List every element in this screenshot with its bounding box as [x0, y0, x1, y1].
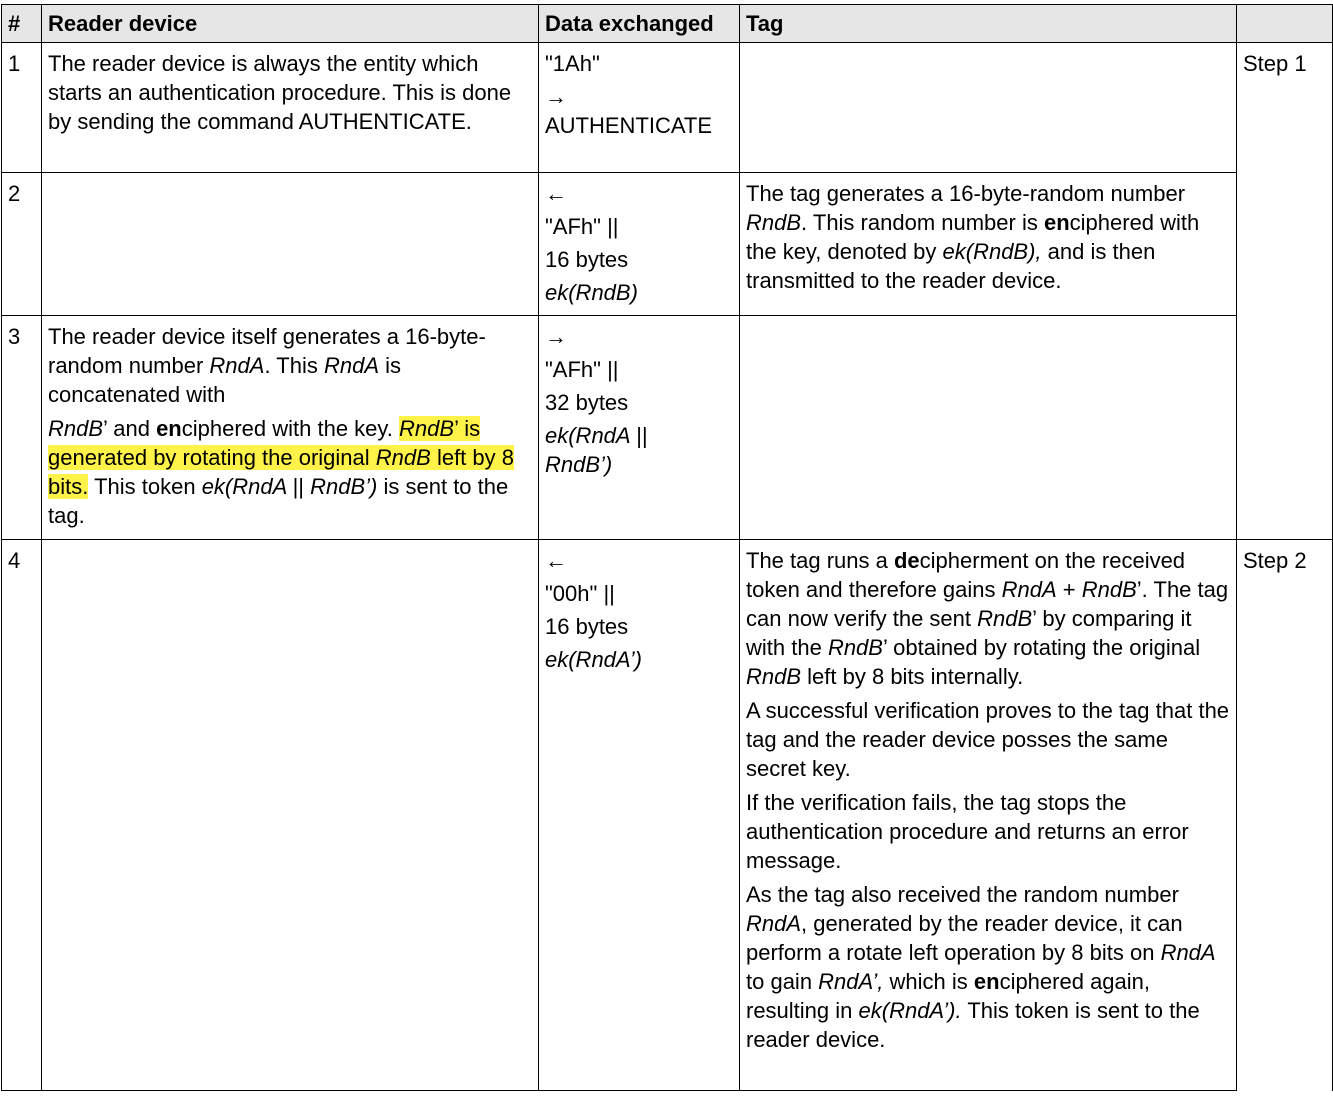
text-run: de: [893, 548, 920, 573]
table-row: [2, 173, 1333, 316]
text-run: is sent to the tag.: [48, 474, 509, 528]
header-tag: Tag: [740, 5, 1237, 43]
data-line: "AFh" ||: [545, 357, 619, 382]
arrow-right-icon: →: [545, 324, 567, 349]
row-number: 4: [2, 540, 42, 1091]
text-run: ek(RndA’).: [858, 998, 962, 1023]
row-number: 2: [2, 173, 42, 316]
data-line: 16 bytes: [545, 247, 629, 272]
text-run: ’ obtained by rotating the original: [882, 635, 1201, 660]
table-row: [2, 43, 1333, 173]
text-run: ciphered with the key.: [181, 416, 400, 441]
row-number: 3: [2, 316, 42, 540]
reader-cell: The reader device is always the entity which starts an authentication procedure. This is done by sending the command AUTHENTICATE.: [42, 43, 539, 173]
text-run: is concatenated with: [48, 353, 402, 407]
reader-cell: [42, 540, 539, 1091]
header-reader-device: Reader device: [42, 5, 539, 43]
data-line: "1Ah": [545, 51, 600, 76]
table-row: [2, 316, 1333, 540]
data-cell: [539, 540, 740, 1091]
text-run: This token is sent to the reader device.: [746, 998, 1200, 1052]
text-run: en: [1043, 210, 1070, 235]
data-line: "AFh" ||: [545, 214, 619, 239]
arrow-left-icon: ←: [545, 548, 567, 573]
header-data-exchanged: Data exchanged: [539, 5, 740, 43]
data-line: ek(RndA ||: [545, 423, 648, 448]
tag-cell: [740, 43, 1237, 173]
paragraph: [48, 414, 533, 530]
paragraph: [746, 546, 1231, 691]
text-run: As the tag also received the random number: [746, 882, 1179, 907]
header-row: [2, 5, 1333, 43]
header-step: [1237, 5, 1333, 43]
text-run: ’ is generated by rotating the original: [48, 416, 481, 470]
text-run: RndB: [746, 210, 802, 235]
arrow-right-icon: →: [545, 84, 567, 109]
text-run: RndA: [1160, 940, 1216, 965]
text-run: +: [1056, 577, 1082, 602]
paragraph: [746, 880, 1231, 1054]
text-run: ’. The tag can now verify the sent: [746, 577, 1229, 631]
text-run: RndB: [827, 635, 883, 660]
tag-cell: [740, 173, 1237, 316]
text-run: ek(RndA: [201, 474, 293, 499]
reader-cell: [42, 316, 539, 540]
text-run: The tag runs a: [746, 548, 894, 573]
text-run: RndB: [310, 474, 366, 499]
reader-cell: [42, 173, 539, 316]
text-run: which is: [883, 969, 974, 994]
data-line: 32 bytes: [545, 390, 629, 415]
text-run: RndA: [209, 353, 265, 378]
text-run: RndB: [977, 606, 1033, 631]
data-line: AUTHENTICATE: [545, 113, 713, 138]
data-cell: [539, 316, 740, 540]
text-run: left by 8 bits internally.: [801, 664, 1024, 689]
data-line: ek(RndA’): [545, 647, 642, 672]
text-run: RndB: [375, 445, 431, 470]
paragraph: If the verification fails, the tag stops the authentication procedure and returns an error message.: [746, 790, 1189, 873]
text-run: ciphered again, resulting in: [746, 969, 1151, 1023]
data-line: ek(RndB): [545, 280, 638, 305]
text-run: to gain: [746, 969, 819, 994]
text-run: ||: [292, 474, 311, 499]
text-run: The reader device itself generates a 16-byte-random number: [48, 324, 486, 378]
text-run: cipherment on the received token and therefore gains: [746, 548, 1186, 602]
text-run: ’ by comparing it with the: [746, 606, 1192, 660]
data-line: 16 bytes: [545, 614, 629, 639]
data-line: RndB’): [545, 452, 613, 477]
paragraph: [48, 322, 533, 409]
tag-cell: [740, 540, 1237, 1091]
text-run: and is then transmitted to the reader device.: [746, 239, 1156, 293]
authentication-table: [1, 4, 1333, 1091]
text-run: RndA: [1001, 577, 1057, 602]
text-run: RndB: [1081, 577, 1137, 602]
text-run: RndB: [48, 416, 104, 441]
data-line: "00h" ||: [545, 581, 615, 606]
text-run: The tag generates a 16-byte-random number: [746, 181, 1186, 206]
text-run: . This: [264, 353, 324, 378]
tag-cell: [740, 316, 1237, 540]
data-cell: [539, 43, 740, 173]
data-cell: [539, 173, 740, 316]
table-row: [2, 540, 1333, 1091]
text-run: , generated by the reader device, it can perform a rotate left operation by 8 bits on: [746, 911, 1183, 965]
text-run: en: [156, 416, 182, 441]
paragraph: A successful verification proves to the tag that the tag and the reader device posses the same secret key.: [746, 698, 1230, 781]
step-label: Step 1: [1237, 43, 1333, 540]
step-label: Step 2: [1237, 540, 1333, 1091]
text-run: ek(RndB),: [942, 239, 1042, 264]
arrow-left-icon: ←: [545, 181, 567, 206]
text-run: ciphered with the key, denoted by: [746, 210, 1200, 264]
header-num: #: [2, 5, 42, 43]
text-run: left by 8 bits.: [48, 445, 514, 499]
text-run: RndB: [399, 416, 455, 441]
text-run: RndA: [746, 911, 802, 936]
text-run: RndB: [746, 664, 802, 689]
text-run: This token: [88, 474, 202, 499]
text-run: RndA: [323, 353, 380, 378]
text-run: ’): [365, 474, 378, 499]
row-number: 1: [2, 43, 42, 173]
text-run: en: [973, 969, 1000, 994]
text-run: . This random number is: [801, 210, 1044, 235]
text-run: ’ and: [103, 416, 157, 441]
text-run: RndA’,: [818, 969, 884, 994]
